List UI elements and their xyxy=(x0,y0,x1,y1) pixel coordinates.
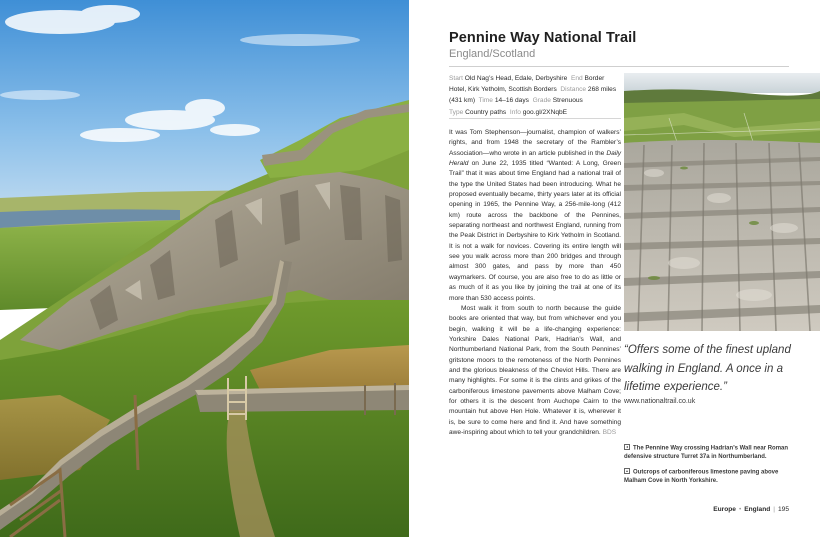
body-p2-text: Most walk it from south to north because the guide books are oriented that way, but from whichever end you begin, walking it will be a life-changing experience: Yorkshire Dales National Park, Hadrian’s Wall, and Northumberland National Park, from the South Pennines’ gritstone moors to the remoteness of the North Pennines and the glorious bleakness of the Cheviot Hills. There are many highlights. For some it is the clints and grikes of the carboniferous limestone pavements above Malham Cove; for others it is the descent from Auchope Cairn to the mountain hut above Hen Hole. Whatever it is, wherever it is, be sure to come here and find it. And have something awe-inspiring about which to tell your grandchildren. xyxy=(449,304,621,436)
arrow-left-icon xyxy=(624,444,630,450)
page-number: 195 xyxy=(777,506,789,513)
caption-top-text: Outcrops of carboniferous limestone paving above Malham Cove in North Yorkshire. xyxy=(624,469,779,484)
fact-value-start: Old Nag’s Head, Edale, Derbyshire xyxy=(464,75,568,82)
title-divider xyxy=(449,66,789,67)
caption-top-photo xyxy=(624,468,794,485)
fact-label-info: Info xyxy=(509,108,521,116)
page-folio xyxy=(713,506,789,513)
body-paragraph-1 xyxy=(449,128,621,304)
page-title: Pennine Way National Trail xyxy=(449,30,637,46)
folio-bullet: • xyxy=(738,506,742,513)
article-body xyxy=(449,128,621,438)
article-page xyxy=(409,0,820,537)
malham-cove-photo xyxy=(624,73,820,331)
caption-left-text: The Pennine Way crossing Hadrian’s Wall near Roman defensive structure Turret 37a in Northumberland. xyxy=(624,445,789,460)
fact-value-type: Country paths xyxy=(465,108,507,116)
fact-value-grade: Strenuous xyxy=(552,97,583,105)
facts-divider xyxy=(449,118,621,119)
limestone-pavement-illustration xyxy=(624,73,820,331)
body-paragraph-2 xyxy=(449,304,621,438)
fact-label-start: Start xyxy=(449,75,463,82)
fact-value-info: goo.gl/2XNqbE xyxy=(522,108,568,116)
hadrians-wall-illustration xyxy=(0,0,409,537)
newspaper-name: Daily Herald xyxy=(449,149,621,168)
arrow-up-icon xyxy=(624,468,630,474)
pull-quote: “Offers some of the finest upland walking in England. A once in a lifetime experience.” xyxy=(624,344,791,393)
fact-label-distance: Distance xyxy=(560,86,587,94)
body-p1-start: It was Tom Stephenson—journalist, champion of walkers’ rights, and from 1948 the secretary of the Rambler’s Association—who wrote in an article published in the xyxy=(449,129,621,157)
fact-label-time: Time xyxy=(478,97,493,105)
fact-label-end: End xyxy=(570,75,583,82)
folio-separator: | xyxy=(773,506,775,513)
page-subtitle: England/Scotland xyxy=(449,48,536,60)
fact-label-grade: Grade xyxy=(532,97,551,105)
fact-value-end: Border Hotel, Kirk Yetholm, Scottish Borders xyxy=(449,75,605,94)
quote-source-link[interactable]: www.nationaltrail.co.uk xyxy=(624,398,696,405)
caption-left-photo xyxy=(624,444,794,461)
trail-facts xyxy=(449,73,621,118)
body-p1-rest: on June 22, 1935 titled “Wanted: A Long, Green Trail” that it was about time England had a national trail of the type the United States had been introducing. What he proposed eventually became, thirty years later at its official opening in 1965, the Pennine Way, a 256-mile-long (412 km) route across the backbone of the Pennines, separating northeast and northwest England, running from the Peak District in Derbyshire to Kirk Yetholm in Scotland. It is not a walk for novices. Covering its entire length will see you walk across more than 200 bridges and through almost 300 gates, and pass by more than 450 waymarkers. Of course, you are also free to do as little or as much of it as you like by joining the trail at one of its more than 530 access points. xyxy=(449,160,621,302)
author-signature: BDS xyxy=(602,428,617,436)
fact-value-distance: 268 miles (431 km) xyxy=(449,86,617,105)
fact-value-time: 14–16 days xyxy=(494,97,529,105)
hadrians-wall-photo xyxy=(0,0,409,537)
folio-subsection: England xyxy=(744,506,771,513)
folio-section: Europe xyxy=(713,506,736,513)
fact-label-type: Type xyxy=(449,108,464,116)
